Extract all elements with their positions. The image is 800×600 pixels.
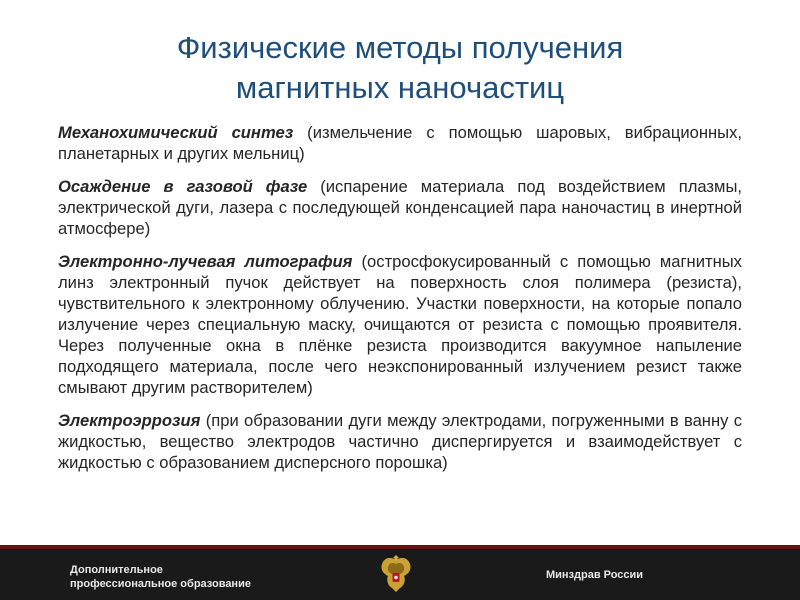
method-term: Осаждение в газовой фазе bbox=[58, 177, 308, 196]
footer-ministry: Минздрав России bbox=[546, 569, 644, 581]
slide-title-line-2: магнитных наночастиц bbox=[235, 70, 565, 105]
russian-coat-of-arms-icon bbox=[376, 554, 416, 596]
slide-title bbox=[0, 28, 800, 108]
method-description: (при образовании дуги между электродами, погруженными в ванну с жидкостью, вещество электродов частично диспергируется и взаимодействует с жидкостью с образованием дисперсного порошка) bbox=[58, 411, 742, 472]
method-paragraph-mechanochemical bbox=[58, 122, 742, 164]
slide-content bbox=[58, 122, 742, 485]
method-term: Механохимический синтез bbox=[58, 123, 294, 142]
footer-department-line-2: профессиональное образование bbox=[70, 578, 251, 590]
method-paragraph-e-beam-lithography bbox=[58, 251, 742, 398]
method-paragraph-electroerosion bbox=[58, 410, 742, 473]
slide-title-line-1: Физические методы получения bbox=[176, 30, 624, 65]
method-description: (измельчение с помощью шаровых, вибрационных, планетарных и других мельниц) bbox=[58, 123, 743, 163]
method-term: Электронно-лучевая литография bbox=[58, 252, 353, 271]
footer-department bbox=[70, 563, 310, 591]
method-term: Электроэррозия bbox=[58, 411, 201, 430]
method-description: (остросфокусированный с помощью магнитных линз электронный пучок действует на поверхность слоя полимера (резиста), чувствительного к электронному облучению. Участки поверхности, на которые попало излучение через специальную маску, очищаются от резиста с помощью проявителя. Через полученные окна в плёнке резиста производится вакуумное напыление подходящего материала, после чего неэкспонированный излучением резист также смывают другим растворителем) bbox=[58, 252, 742, 397]
method-paragraph-gas-phase bbox=[58, 176, 742, 239]
method-description: (испарение материала под воздействием плазмы, электрической дуги, лазера с последующей конденсацией пара наночастиц в инертной атмосфере) bbox=[58, 177, 742, 238]
footer-department-line-1: Дополнительное bbox=[70, 564, 163, 576]
